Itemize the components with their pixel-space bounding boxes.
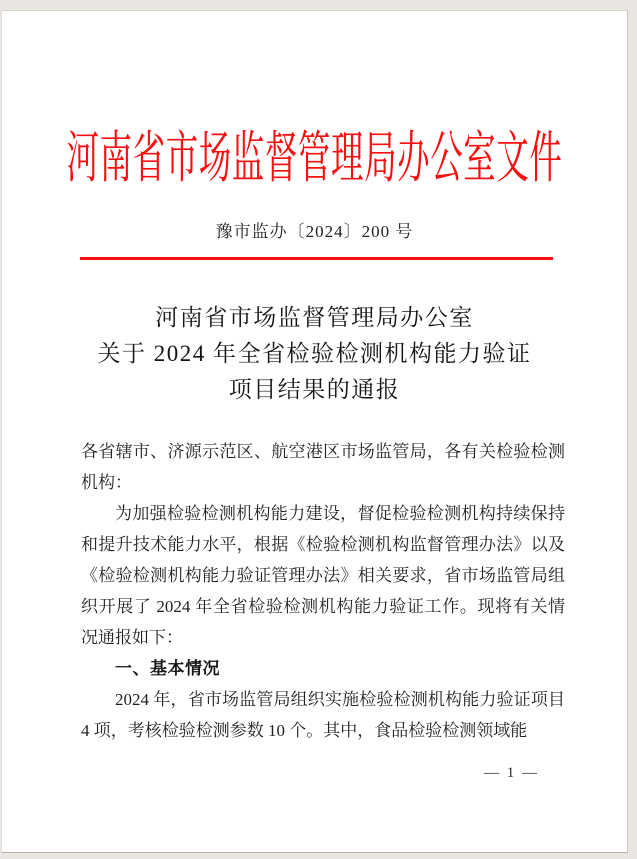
document-title-line-3: 项目结果的通报	[228, 377, 401, 402]
doc-reference-number: 豫市监办〔2024〕200 号	[215, 222, 414, 241]
masthead-divider-line	[80, 257, 553, 260]
document-page	[1, 10, 628, 853]
document-title-line-1: 河南省市场监督管理局办公室	[155, 305, 474, 330]
document-title	[2, 300, 627, 408]
recipients-salutation: 各省辖市、济源示范区、航空港区市场监管局，各有关检验检测机构：	[81, 442, 565, 492]
body-paragraph-1: 为加强检验检测机构能力建设，督促检验检测机构持续保持和提升技术能力水平，根据《检验检测机构监督管理办法》以及《检验检测机构能力验证管理办法》相关要求，省市场监管局组织开展了 2024 年全省检验检测机构能力验证工作。现将有关情况通报如下：	[81, 504, 565, 647]
section-heading-1: 一、基本情况	[115, 659, 220, 678]
body-paragraph-2: 2024 年，省市场监管局组织实施检验检测机构能力验证项目 4 项，考核检验检测参数 10 个。其中，食品检验检测领域能	[81, 690, 565, 740]
document-title-line-2: 关于 2024 年全省检验检测机构能力验证	[97, 341, 532, 366]
document-body	[81, 436, 565, 746]
document-masthead	[2, 129, 627, 189]
masthead-title: 河南省市场监督管理局办公室文件	[66, 128, 563, 190]
page-number: — 1 —	[484, 765, 539, 781]
